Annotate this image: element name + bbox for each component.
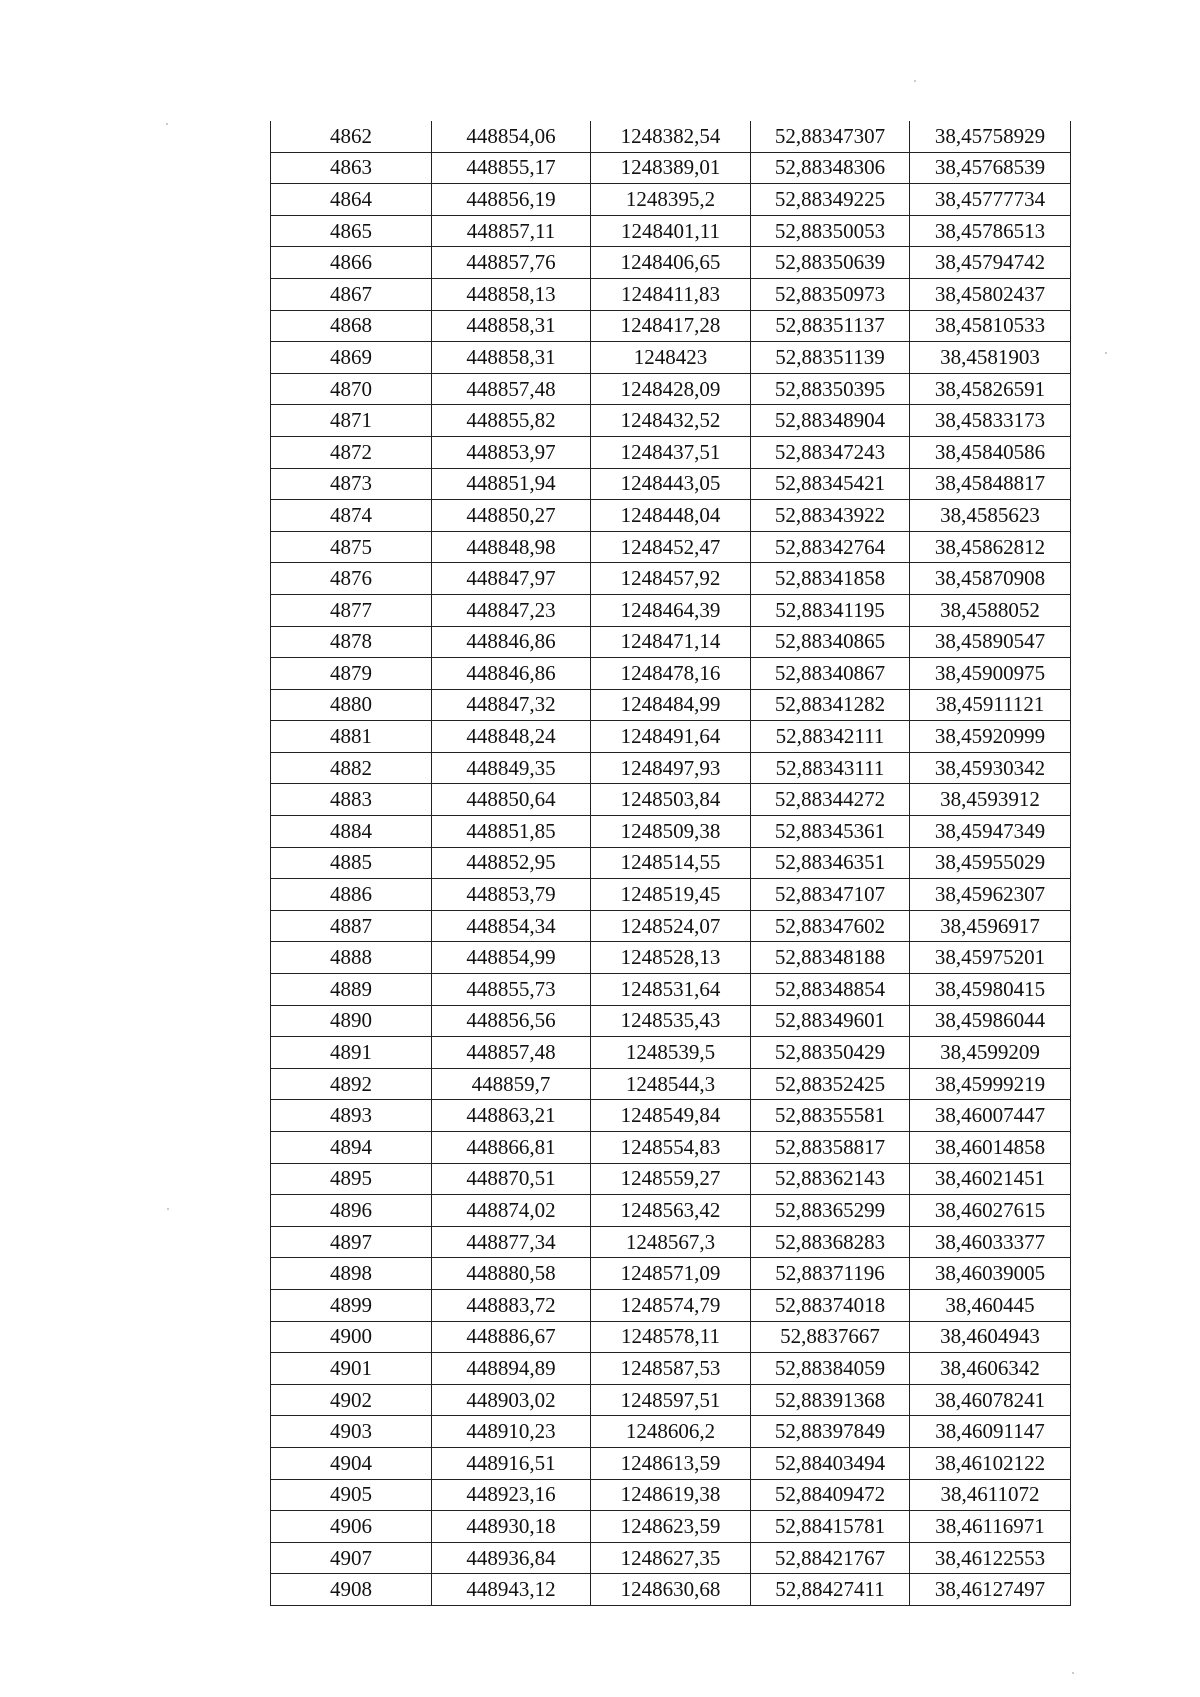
x-coordinate-cell: 448852,95 bbox=[432, 847, 591, 879]
latitude-cell: 52,88341282 bbox=[751, 689, 910, 721]
y-coordinate-cell: 1248406,65 bbox=[591, 247, 751, 279]
point-number-cell: 4884 bbox=[271, 816, 432, 848]
y-coordinate-cell: 1248531,64 bbox=[591, 974, 751, 1006]
y-coordinate-cell: 1248524,07 bbox=[591, 910, 751, 942]
x-coordinate-cell: 448857,76 bbox=[432, 247, 591, 279]
x-coordinate-cell: 448857,48 bbox=[432, 373, 591, 405]
longitude-cell: 38,45890547 bbox=[910, 626, 1071, 658]
x-coordinate-cell: 448846,86 bbox=[432, 658, 591, 690]
point-number-cell: 4901 bbox=[271, 1353, 432, 1385]
table-row bbox=[271, 500, 1071, 532]
table-row bbox=[271, 405, 1071, 437]
table-row bbox=[271, 1447, 1071, 1479]
x-coordinate-cell: 448877,34 bbox=[432, 1226, 591, 1258]
latitude-cell: 52,88368283 bbox=[751, 1226, 910, 1258]
longitude-cell: 38,45930342 bbox=[910, 752, 1071, 784]
latitude-cell: 52,88350639 bbox=[751, 247, 910, 279]
longitude-cell: 38,45955029 bbox=[910, 847, 1071, 879]
point-number-cell: 4865 bbox=[271, 215, 432, 247]
longitude-cell: 38,45777734 bbox=[910, 184, 1071, 216]
table-row bbox=[271, 1384, 1071, 1416]
table-row bbox=[271, 974, 1071, 1006]
y-coordinate-cell: 1248428,09 bbox=[591, 373, 751, 405]
x-coordinate-cell: 448866,81 bbox=[432, 1132, 591, 1164]
latitude-cell: 52,88346351 bbox=[751, 847, 910, 879]
latitude-cell: 52,88350053 bbox=[751, 215, 910, 247]
table-row bbox=[271, 1542, 1071, 1574]
table-row bbox=[271, 278, 1071, 310]
scan-speck bbox=[167, 1208, 169, 1210]
latitude-cell: 52,88345421 bbox=[751, 468, 910, 500]
x-coordinate-cell: 448855,17 bbox=[432, 152, 591, 184]
y-coordinate-cell: 1248587,53 bbox=[591, 1353, 751, 1385]
table-row bbox=[271, 942, 1071, 974]
longitude-cell: 38,45986044 bbox=[910, 1005, 1071, 1037]
point-number-cell: 4904 bbox=[271, 1447, 432, 1479]
longitude-cell: 38,46116971 bbox=[910, 1511, 1071, 1543]
point-number-cell: 4908 bbox=[271, 1574, 432, 1606]
point-number-cell: 4877 bbox=[271, 594, 432, 626]
table-row bbox=[271, 342, 1071, 374]
point-number-cell: 4898 bbox=[271, 1258, 432, 1290]
point-number-cell: 4879 bbox=[271, 658, 432, 690]
x-coordinate-cell: 448910,23 bbox=[432, 1416, 591, 1448]
longitude-cell: 38,4611072 bbox=[910, 1479, 1071, 1511]
y-coordinate-cell: 1248484,99 bbox=[591, 689, 751, 721]
table-row bbox=[271, 468, 1071, 500]
y-coordinate-cell: 1248401,11 bbox=[591, 215, 751, 247]
latitude-cell: 52,88340867 bbox=[751, 658, 910, 690]
longitude-cell: 38,45975201 bbox=[910, 942, 1071, 974]
latitude-cell: 52,88348854 bbox=[751, 974, 910, 1006]
longitude-cell: 38,45947349 bbox=[910, 816, 1071, 848]
x-coordinate-cell: 448858,31 bbox=[432, 310, 591, 342]
point-number-cell: 4890 bbox=[271, 1005, 432, 1037]
latitude-cell: 52,88365299 bbox=[751, 1195, 910, 1227]
y-coordinate-cell: 1248423 bbox=[591, 342, 751, 374]
y-coordinate-cell: 1248452,47 bbox=[591, 531, 751, 563]
longitude-cell: 38,46021451 bbox=[910, 1163, 1071, 1195]
longitude-cell: 38,45794742 bbox=[910, 247, 1071, 279]
x-coordinate-cell: 448856,19 bbox=[432, 184, 591, 216]
longitude-cell: 38,45833173 bbox=[910, 405, 1071, 437]
x-coordinate-cell: 448886,67 bbox=[432, 1321, 591, 1353]
point-number-cell: 4891 bbox=[271, 1037, 432, 1069]
y-coordinate-cell: 1248544,3 bbox=[591, 1068, 751, 1100]
longitude-cell: 38,46033377 bbox=[910, 1226, 1071, 1258]
longitude-cell: 38,460445 bbox=[910, 1289, 1071, 1321]
table-row bbox=[271, 879, 1071, 911]
latitude-cell: 52,88403494 bbox=[751, 1447, 910, 1479]
longitude-cell: 38,45786513 bbox=[910, 215, 1071, 247]
x-coordinate-cell: 448851,85 bbox=[432, 816, 591, 848]
longitude-cell: 38,45999219 bbox=[910, 1068, 1071, 1100]
y-coordinate-cell: 1248627,35 bbox=[591, 1542, 751, 1574]
scan-speck bbox=[1105, 352, 1107, 354]
latitude-cell: 52,88342764 bbox=[751, 531, 910, 563]
y-coordinate-cell: 1248578,11 bbox=[591, 1321, 751, 1353]
latitude-cell: 52,88351137 bbox=[751, 310, 910, 342]
x-coordinate-cell: 448880,58 bbox=[432, 1258, 591, 1290]
y-coordinate-cell: 1248519,45 bbox=[591, 879, 751, 911]
longitude-cell: 38,46091147 bbox=[910, 1416, 1071, 1448]
y-coordinate-cell: 1248549,84 bbox=[591, 1100, 751, 1132]
x-coordinate-cell: 448854,06 bbox=[432, 121, 591, 152]
point-number-cell: 4906 bbox=[271, 1511, 432, 1543]
table-row bbox=[271, 1068, 1071, 1100]
point-number-cell: 4885 bbox=[271, 847, 432, 879]
point-number-cell: 4897 bbox=[271, 1226, 432, 1258]
x-coordinate-cell: 448870,51 bbox=[432, 1163, 591, 1195]
x-coordinate-cell: 448853,97 bbox=[432, 436, 591, 468]
point-number-cell: 4874 bbox=[271, 500, 432, 532]
latitude-cell: 52,88415781 bbox=[751, 1511, 910, 1543]
x-coordinate-cell: 448855,73 bbox=[432, 974, 591, 1006]
latitude-cell: 52,88341195 bbox=[751, 594, 910, 626]
y-coordinate-cell: 1248417,28 bbox=[591, 310, 751, 342]
point-number-cell: 4882 bbox=[271, 752, 432, 784]
latitude-cell: 52,88347602 bbox=[751, 910, 910, 942]
longitude-cell: 38,45962307 bbox=[910, 879, 1071, 911]
y-coordinate-cell: 1248554,83 bbox=[591, 1132, 751, 1164]
point-number-cell: 4893 bbox=[271, 1100, 432, 1132]
latitude-cell: 52,88391368 bbox=[751, 1384, 910, 1416]
table-row bbox=[271, 1258, 1071, 1290]
y-coordinate-cell: 1248464,39 bbox=[591, 594, 751, 626]
latitude-cell: 52,88343111 bbox=[751, 752, 910, 784]
point-number-cell: 4896 bbox=[271, 1195, 432, 1227]
x-coordinate-cell: 448936,84 bbox=[432, 1542, 591, 1574]
longitude-cell: 38,4585623 bbox=[910, 500, 1071, 532]
y-coordinate-cell: 1248491,64 bbox=[591, 721, 751, 753]
latitude-cell: 52,88421767 bbox=[751, 1542, 910, 1574]
latitude-cell: 52,88362143 bbox=[751, 1163, 910, 1195]
table-row bbox=[271, 626, 1071, 658]
point-number-cell: 4902 bbox=[271, 1384, 432, 1416]
point-number-cell: 4881 bbox=[271, 721, 432, 753]
table-row bbox=[271, 1195, 1071, 1227]
table-row bbox=[271, 531, 1071, 563]
table-row bbox=[271, 1321, 1071, 1353]
y-coordinate-cell: 1248382,54 bbox=[591, 121, 751, 152]
latitude-cell: 52,88358817 bbox=[751, 1132, 910, 1164]
y-coordinate-cell: 1248623,59 bbox=[591, 1511, 751, 1543]
x-coordinate-cell: 448850,27 bbox=[432, 500, 591, 532]
longitude-cell: 38,4599209 bbox=[910, 1037, 1071, 1069]
y-coordinate-cell: 1248497,93 bbox=[591, 752, 751, 784]
table-row bbox=[271, 1100, 1071, 1132]
y-coordinate-cell: 1248478,16 bbox=[591, 658, 751, 690]
table-row bbox=[271, 152, 1071, 184]
y-coordinate-cell: 1248563,42 bbox=[591, 1195, 751, 1227]
table-row bbox=[271, 1289, 1071, 1321]
x-coordinate-cell: 448856,56 bbox=[432, 1005, 591, 1037]
latitude-cell: 52,88384059 bbox=[751, 1353, 910, 1385]
y-coordinate-cell: 1248471,14 bbox=[591, 626, 751, 658]
point-number-cell: 4872 bbox=[271, 436, 432, 468]
longitude-cell: 38,46027615 bbox=[910, 1195, 1071, 1227]
x-coordinate-cell: 448847,32 bbox=[432, 689, 591, 721]
latitude-cell: 52,88341858 bbox=[751, 563, 910, 595]
longitude-cell: 38,46039005 bbox=[910, 1258, 1071, 1290]
point-number-cell: 4895 bbox=[271, 1163, 432, 1195]
x-coordinate-cell: 448859,7 bbox=[432, 1068, 591, 1100]
latitude-cell: 52,88349601 bbox=[751, 1005, 910, 1037]
x-coordinate-cell: 448903,02 bbox=[432, 1384, 591, 1416]
longitude-cell: 38,46014858 bbox=[910, 1132, 1071, 1164]
x-coordinate-cell: 448943,12 bbox=[432, 1574, 591, 1606]
x-coordinate-cell: 448854,99 bbox=[432, 942, 591, 974]
point-number-cell: 4862 bbox=[271, 121, 432, 152]
latitude-cell: 52,88347243 bbox=[751, 436, 910, 468]
x-coordinate-cell: 448854,34 bbox=[432, 910, 591, 942]
longitude-cell: 38,46127497 bbox=[910, 1574, 1071, 1606]
scan-speck bbox=[914, 80, 916, 82]
table-row bbox=[271, 373, 1071, 405]
y-coordinate-cell: 1248503,84 bbox=[591, 784, 751, 816]
latitude-cell: 52,8837667 bbox=[751, 1321, 910, 1353]
table-row bbox=[271, 1574, 1071, 1606]
y-coordinate-cell: 1248535,43 bbox=[591, 1005, 751, 1037]
longitude-cell: 38,4604943 bbox=[910, 1321, 1071, 1353]
x-coordinate-cell: 448850,64 bbox=[432, 784, 591, 816]
point-number-cell: 4883 bbox=[271, 784, 432, 816]
table-row bbox=[271, 784, 1071, 816]
longitude-cell: 38,45870908 bbox=[910, 563, 1071, 595]
longitude-cell: 38,45900975 bbox=[910, 658, 1071, 690]
table-row bbox=[271, 1005, 1071, 1037]
point-number-cell: 4875 bbox=[271, 531, 432, 563]
table-row bbox=[271, 1511, 1071, 1543]
table-row bbox=[271, 910, 1071, 942]
point-number-cell: 4903 bbox=[271, 1416, 432, 1448]
y-coordinate-cell: 1248432,52 bbox=[591, 405, 751, 437]
longitude-cell: 38,45980415 bbox=[910, 974, 1071, 1006]
longitude-cell: 38,45758929 bbox=[910, 121, 1071, 152]
longitude-cell: 38,45826591 bbox=[910, 373, 1071, 405]
point-number-cell: 4907 bbox=[271, 1542, 432, 1574]
x-coordinate-cell: 448855,82 bbox=[432, 405, 591, 437]
table-row bbox=[271, 310, 1071, 342]
longitude-cell: 38,45768539 bbox=[910, 152, 1071, 184]
table-row bbox=[271, 721, 1071, 753]
longitude-cell: 38,4596917 bbox=[910, 910, 1071, 942]
latitude-cell: 52,88352425 bbox=[751, 1068, 910, 1100]
point-number-cell: 4876 bbox=[271, 563, 432, 595]
x-coordinate-cell: 448849,35 bbox=[432, 752, 591, 784]
x-coordinate-cell: 448923,16 bbox=[432, 1479, 591, 1511]
latitude-cell: 52,88342111 bbox=[751, 721, 910, 753]
latitude-cell: 52,88343922 bbox=[751, 500, 910, 532]
point-number-cell: 4871 bbox=[271, 405, 432, 437]
point-number-cell: 4878 bbox=[271, 626, 432, 658]
point-number-cell: 4892 bbox=[271, 1068, 432, 1100]
x-coordinate-cell: 448848,24 bbox=[432, 721, 591, 753]
latitude-cell: 52,88409472 bbox=[751, 1479, 910, 1511]
longitude-cell: 38,4581903 bbox=[910, 342, 1071, 374]
y-coordinate-cell: 1248613,59 bbox=[591, 1447, 751, 1479]
table-row bbox=[271, 658, 1071, 690]
table-row bbox=[271, 215, 1071, 247]
x-coordinate-cell: 448851,94 bbox=[432, 468, 591, 500]
table-row bbox=[271, 1416, 1071, 1448]
point-number-cell: 4886 bbox=[271, 879, 432, 911]
x-coordinate-cell: 448857,48 bbox=[432, 1037, 591, 1069]
x-coordinate-cell: 448883,72 bbox=[432, 1289, 591, 1321]
y-coordinate-cell: 1248457,92 bbox=[591, 563, 751, 595]
x-coordinate-cell: 448858,31 bbox=[432, 342, 591, 374]
table-row bbox=[271, 247, 1071, 279]
longitude-cell: 38,4606342 bbox=[910, 1353, 1071, 1385]
latitude-cell: 52,88340865 bbox=[751, 626, 910, 658]
table-row bbox=[271, 1226, 1071, 1258]
longitude-cell: 38,45862812 bbox=[910, 531, 1071, 563]
table-row bbox=[271, 1132, 1071, 1164]
y-coordinate-cell: 1248411,83 bbox=[591, 278, 751, 310]
point-number-cell: 4905 bbox=[271, 1479, 432, 1511]
x-coordinate-cell: 448857,11 bbox=[432, 215, 591, 247]
coordinates-table bbox=[270, 121, 1071, 1606]
point-number-cell: 4869 bbox=[271, 342, 432, 374]
x-coordinate-cell: 448858,13 bbox=[432, 278, 591, 310]
latitude-cell: 52,88427411 bbox=[751, 1574, 910, 1606]
latitude-cell: 52,88345361 bbox=[751, 816, 910, 848]
longitude-cell: 38,45920999 bbox=[910, 721, 1071, 753]
point-number-cell: 4900 bbox=[271, 1321, 432, 1353]
latitude-cell: 52,88344272 bbox=[751, 784, 910, 816]
table-row bbox=[271, 1479, 1071, 1511]
x-coordinate-cell: 448874,02 bbox=[432, 1195, 591, 1227]
x-coordinate-cell: 448863,21 bbox=[432, 1100, 591, 1132]
latitude-cell: 52,88350973 bbox=[751, 278, 910, 310]
table-row bbox=[271, 1163, 1071, 1195]
x-coordinate-cell: 448846,86 bbox=[432, 626, 591, 658]
x-coordinate-cell: 448847,97 bbox=[432, 563, 591, 595]
longitude-cell: 38,4588052 bbox=[910, 594, 1071, 626]
table-row bbox=[271, 1037, 1071, 1069]
longitude-cell: 38,45840586 bbox=[910, 436, 1071, 468]
y-coordinate-cell: 1248606,2 bbox=[591, 1416, 751, 1448]
y-coordinate-cell: 1248574,79 bbox=[591, 1289, 751, 1321]
longitude-cell: 38,46102122 bbox=[910, 1447, 1071, 1479]
y-coordinate-cell: 1248539,5 bbox=[591, 1037, 751, 1069]
y-coordinate-cell: 1248514,55 bbox=[591, 847, 751, 879]
scan-speck bbox=[1072, 1672, 1074, 1674]
table-row bbox=[271, 436, 1071, 468]
table-row bbox=[271, 121, 1071, 152]
point-number-cell: 4880 bbox=[271, 689, 432, 721]
latitude-cell: 52,88351139 bbox=[751, 342, 910, 374]
point-number-cell: 4870 bbox=[271, 373, 432, 405]
longitude-cell: 38,46122553 bbox=[910, 1542, 1071, 1574]
table-row bbox=[271, 847, 1071, 879]
latitude-cell: 52,88371196 bbox=[751, 1258, 910, 1290]
y-coordinate-cell: 1248597,51 bbox=[591, 1384, 751, 1416]
latitude-cell: 52,88348188 bbox=[751, 942, 910, 974]
point-number-cell: 4889 bbox=[271, 974, 432, 1006]
longitude-cell: 38,45802437 bbox=[910, 278, 1071, 310]
y-coordinate-cell: 1248437,51 bbox=[591, 436, 751, 468]
coordinates-table-body bbox=[271, 121, 1071, 1605]
y-coordinate-cell: 1248571,09 bbox=[591, 1258, 751, 1290]
x-coordinate-cell: 448930,18 bbox=[432, 1511, 591, 1543]
latitude-cell: 52,88347307 bbox=[751, 121, 910, 152]
y-coordinate-cell: 1248559,27 bbox=[591, 1163, 751, 1195]
longitude-cell: 38,45810533 bbox=[910, 310, 1071, 342]
x-coordinate-cell: 448853,79 bbox=[432, 879, 591, 911]
table-row bbox=[271, 563, 1071, 595]
point-number-cell: 4899 bbox=[271, 1289, 432, 1321]
y-coordinate-cell: 1248443,05 bbox=[591, 468, 751, 500]
latitude-cell: 52,88350395 bbox=[751, 373, 910, 405]
x-coordinate-cell: 448894,89 bbox=[432, 1353, 591, 1385]
y-coordinate-cell: 1248389,01 bbox=[591, 152, 751, 184]
longitude-cell: 38,45848817 bbox=[910, 468, 1071, 500]
point-number-cell: 4867 bbox=[271, 278, 432, 310]
latitude-cell: 52,88355581 bbox=[751, 1100, 910, 1132]
point-number-cell: 4887 bbox=[271, 910, 432, 942]
y-coordinate-cell: 1248630,68 bbox=[591, 1574, 751, 1606]
point-number-cell: 4894 bbox=[271, 1132, 432, 1164]
x-coordinate-cell: 448916,51 bbox=[432, 1447, 591, 1479]
longitude-cell: 38,46007447 bbox=[910, 1100, 1071, 1132]
x-coordinate-cell: 448848,98 bbox=[432, 531, 591, 563]
longitude-cell: 38,45911121 bbox=[910, 689, 1071, 721]
table-row bbox=[271, 1353, 1071, 1385]
latitude-cell: 52,88350429 bbox=[751, 1037, 910, 1069]
table-row bbox=[271, 689, 1071, 721]
y-coordinate-cell: 1248509,38 bbox=[591, 816, 751, 848]
point-number-cell: 4873 bbox=[271, 468, 432, 500]
table-row bbox=[271, 816, 1071, 848]
latitude-cell: 52,88397849 bbox=[751, 1416, 910, 1448]
latitude-cell: 52,88348306 bbox=[751, 152, 910, 184]
scan-speck bbox=[166, 123, 168, 125]
y-coordinate-cell: 1248395,2 bbox=[591, 184, 751, 216]
y-coordinate-cell: 1248448,04 bbox=[591, 500, 751, 532]
latitude-cell: 52,88349225 bbox=[751, 184, 910, 216]
point-number-cell: 4864 bbox=[271, 184, 432, 216]
x-coordinate-cell: 448847,23 bbox=[432, 594, 591, 626]
point-number-cell: 4868 bbox=[271, 310, 432, 342]
latitude-cell: 52,88374018 bbox=[751, 1289, 910, 1321]
point-number-cell: 4866 bbox=[271, 247, 432, 279]
point-number-cell: 4863 bbox=[271, 152, 432, 184]
table-row bbox=[271, 594, 1071, 626]
latitude-cell: 52,88347107 bbox=[751, 879, 910, 911]
table-row bbox=[271, 752, 1071, 784]
y-coordinate-cell: 1248528,13 bbox=[591, 942, 751, 974]
table-row bbox=[271, 184, 1071, 216]
longitude-cell: 38,4593912 bbox=[910, 784, 1071, 816]
point-number-cell: 4888 bbox=[271, 942, 432, 974]
y-coordinate-cell: 1248567,3 bbox=[591, 1226, 751, 1258]
longitude-cell: 38,46078241 bbox=[910, 1384, 1071, 1416]
y-coordinate-cell: 1248619,38 bbox=[591, 1479, 751, 1511]
latitude-cell: 52,88348904 bbox=[751, 405, 910, 437]
